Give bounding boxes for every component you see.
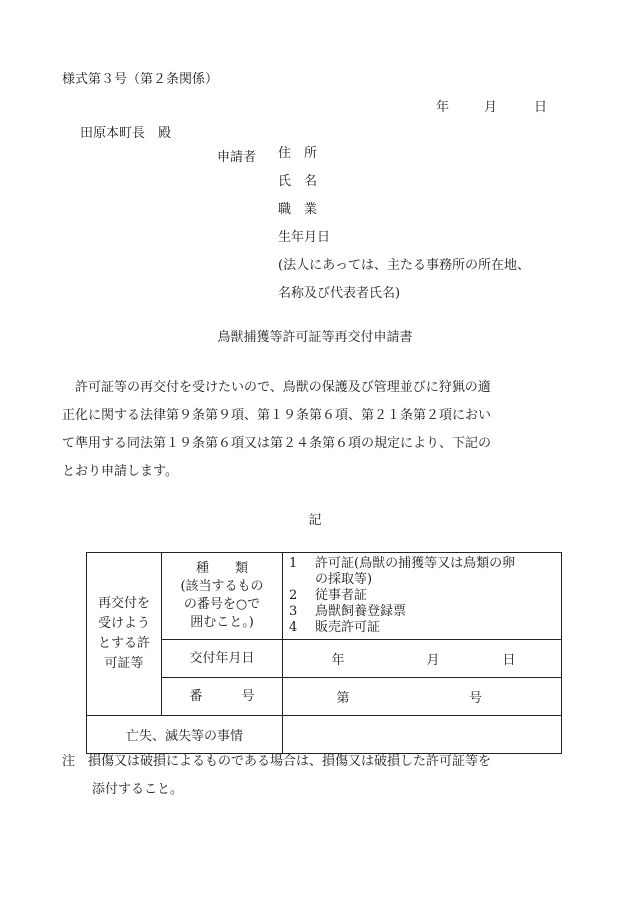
- kind-option-text-cont: の採取等): [315, 572, 373, 587]
- document-title: 鳥獣捕獲等許可証等再交付申請書: [217, 330, 413, 345]
- left-header-line-3: とする許: [97, 636, 150, 651]
- occupation-label: 職 業: [278, 202, 318, 217]
- kind-option-3[interactable]: [289, 604, 555, 620]
- issue-day: 日: [502, 653, 516, 668]
- kind-label: 種 類: [195, 561, 248, 576]
- left-header-line-1: 再交付を: [97, 596, 150, 611]
- address-label: 住 所: [278, 146, 318, 161]
- left-header-line-2: 受けよう: [97, 616, 150, 631]
- kind-note-1: (該当するもの: [180, 579, 264, 594]
- date-month: 月: [484, 100, 498, 115]
- date-year: 年: [436, 100, 450, 115]
- number-field[interactable]: [283, 678, 562, 716]
- issue-date-label: 交付年月日: [162, 640, 283, 678]
- birthdate-label: 生年月日: [278, 230, 331, 245]
- body-paragraph: [62, 374, 572, 486]
- body-line-1: 許可証等の再交付を受けたいので、鳥獣の保護及び管理並びに狩猟の適: [62, 380, 491, 395]
- body-line-2: 正化に関する法律第９条第９項、第１９条第６項、第２１条第２項におい: [62, 408, 492, 423]
- name-label: 氏 名: [278, 174, 318, 189]
- kind-option-number: 4: [289, 620, 298, 635]
- kind-option-text: 鳥獣飼養登録票: [315, 604, 407, 619]
- application-table: [86, 552, 562, 754]
- footnote-line-1: 注 損傷又は破損によるものである場合は、損傷又は破損した許可証等を: [62, 754, 492, 769]
- date-line: [436, 96, 547, 115]
- reissue-target-header: [87, 553, 162, 716]
- form-number: 様式第３号（第２条関係）: [62, 72, 219, 87]
- kind-note-3: 囲むこと。): [190, 615, 254, 630]
- issue-year: 年: [331, 653, 345, 668]
- applicant-label: 申請者: [217, 150, 257, 165]
- corp-note-1: (法人にあっては、主たる事務所の所在地、: [278, 258, 530, 273]
- kind-option-4[interactable]: [289, 620, 555, 636]
- kind-option-text: 従事者証: [315, 588, 368, 603]
- kind-option-text: 販売許可証: [315, 620, 381, 635]
- kind-option-1[interactable]: [289, 556, 555, 588]
- number-suffix: 号: [468, 691, 482, 706]
- footnote: [62, 748, 572, 804]
- kind-option-text: 許可証(鳥獣の捕獲等又は鳥類の卵: [315, 556, 516, 571]
- loss-reason-label: 亡失、滅失等の事情: [87, 716, 283, 754]
- ki-heading: 記: [308, 513, 322, 528]
- number-label: 番 号: [162, 678, 283, 716]
- kind-option-2[interactable]: [289, 588, 555, 604]
- date-day: 日: [534, 100, 548, 115]
- kind-options[interactable]: [283, 553, 562, 640]
- body-line-4: とおり申請します。: [62, 464, 178, 479]
- kind-option-number: 1: [289, 556, 298, 571]
- corp-note-2: 名称及び代表者氏名): [278, 286, 401, 301]
- issue-month: 月: [426, 653, 440, 668]
- applicant-fields: [278, 146, 530, 314]
- kind-option-number: 3: [289, 604, 298, 619]
- body-line-3: て準用する同法第１９条第６項又は第２４条第６項の規定により、下記の: [62, 436, 492, 451]
- kind-note-2: の番号を○で: [183, 597, 261, 612]
- left-header-line-4: 可証等: [104, 656, 144, 671]
- number-prefix: 第: [336, 691, 350, 706]
- kind-option-number: 2: [289, 588, 298, 603]
- kind-header: [162, 553, 283, 640]
- issue-date-field[interactable]: [283, 640, 562, 678]
- recipient: 田原本町長 殿: [80, 126, 172, 141]
- footnote-line-2: 添付すること。: [92, 782, 184, 797]
